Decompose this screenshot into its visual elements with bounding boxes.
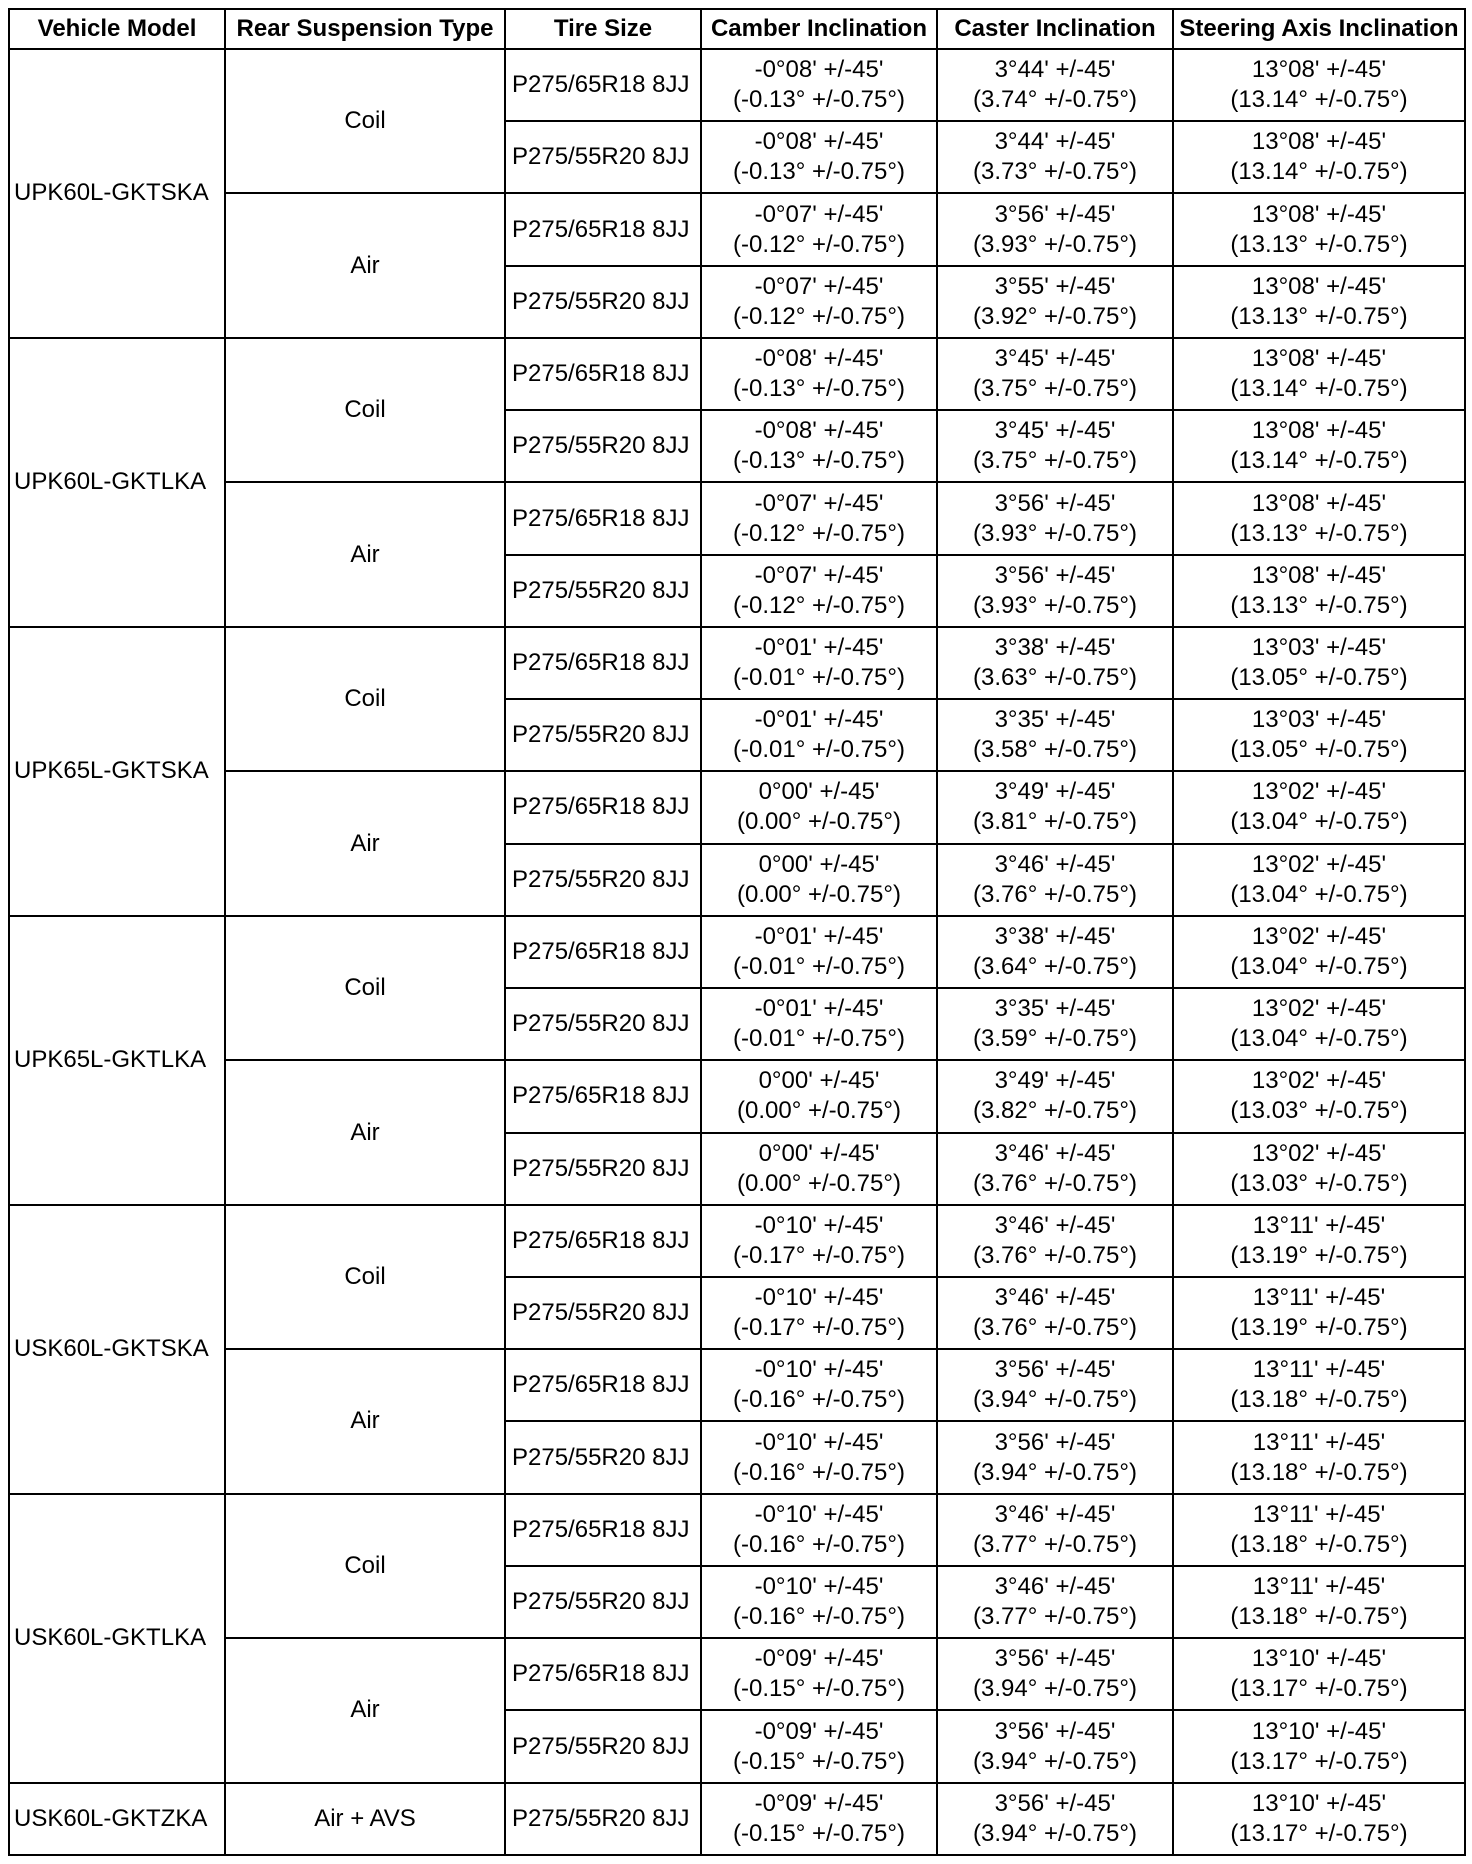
tire-size-cell: P275/65R18 8JJ bbox=[505, 482, 701, 554]
caster-cell-decimal: (3.64° +/-0.75°) bbox=[973, 952, 1137, 980]
caster-cell-degrees: 3°56' +/-45' bbox=[994, 200, 1116, 228]
caster-cell-degrees: 3°46' +/-45' bbox=[994, 1284, 1116, 1312]
vehicle-model-cell: UPK60L-GKTLKA bbox=[9, 338, 225, 627]
camber-cell bbox=[701, 1277, 937, 1349]
steering-axis-cell-degrees: 13°11' +/-45' bbox=[1252, 1428, 1386, 1456]
camber-cell-degrees: -0°09' +/-45' bbox=[754, 1717, 884, 1745]
steering-axis-cell bbox=[1173, 1277, 1465, 1349]
caster-cell-degrees: 3°45' +/-45' bbox=[994, 417, 1116, 445]
steering-axis-cell bbox=[1173, 1060, 1465, 1132]
tire-size-cell: P275/65R18 8JJ bbox=[505, 1060, 701, 1132]
caster-cell-degrees: 3°45' +/-45' bbox=[994, 345, 1116, 373]
steering-axis-cell-degrees: 13°08' +/-45' bbox=[1251, 561, 1387, 589]
table-row bbox=[9, 1638, 1465, 1710]
steering-axis-cell-decimal: (13.03° +/-0.75°) bbox=[1230, 1097, 1408, 1125]
vehicle-model-cell: UPK65L-GKTSKA bbox=[9, 627, 225, 916]
caster-cell-degrees: 3°56' +/-45' bbox=[994, 1645, 1116, 1673]
steering-axis-cell-decimal: (13.17° +/-0.75°) bbox=[1230, 1819, 1408, 1847]
steering-axis-cell bbox=[1173, 1205, 1465, 1277]
caster-cell bbox=[937, 844, 1173, 916]
caster-cell-decimal: (3.76° +/-0.75°) bbox=[973, 880, 1137, 908]
camber-cell-degrees: -0°09' +/-45' bbox=[754, 1789, 884, 1817]
camber-cell bbox=[701, 1783, 937, 1855]
camber-cell-decimal: (-0.17° +/-0.75°) bbox=[733, 1241, 905, 1269]
steering-axis-cell-degrees: 13°11' +/-45' bbox=[1252, 1356, 1386, 1384]
steering-axis-cell-degrees: 13°03' +/-45' bbox=[1251, 633, 1387, 661]
caster-cell-degrees: 3°46' +/-45' bbox=[994, 1500, 1116, 1528]
caster-cell-decimal: (3.73° +/-0.75°) bbox=[973, 158, 1137, 186]
tire-size-cell: P275/65R18 8JJ bbox=[505, 1205, 701, 1277]
caster-cell-decimal: (3.59° +/-0.75°) bbox=[973, 1025, 1137, 1053]
caster-cell bbox=[937, 482, 1173, 554]
caster-cell-degrees: 3°38' +/-45' bbox=[994, 922, 1116, 950]
caster-cell-decimal: (3.77° +/-0.75°) bbox=[973, 1530, 1137, 1558]
caster-cell-degrees: 3°55' +/-45' bbox=[994, 272, 1116, 300]
steering-axis-cell-degrees: 13°10' +/-45' bbox=[1251, 1789, 1387, 1817]
caster-cell-decimal: (3.76° +/-0.75°) bbox=[973, 1241, 1137, 1269]
tire-size-cell: P275/55R20 8JJ bbox=[505, 121, 701, 193]
steering-axis-cell bbox=[1173, 1566, 1465, 1638]
steering-axis-cell bbox=[1173, 482, 1465, 554]
suspension-type-cell: Coil bbox=[225, 49, 505, 193]
camber-cell-degrees: -0°10' +/-45' bbox=[754, 1573, 884, 1601]
header-steering-axis-inclination: Steering Axis Inclination bbox=[1173, 9, 1465, 49]
camber-cell-decimal: (-0.01° +/-0.75°) bbox=[733, 736, 905, 764]
steering-axis-cell-decimal: (13.14° +/-0.75°) bbox=[1230, 375, 1408, 403]
camber-cell bbox=[701, 266, 937, 338]
caster-cell bbox=[937, 410, 1173, 482]
caster-cell-decimal: (3.93° +/-0.75°) bbox=[973, 591, 1137, 619]
camber-cell-degrees: -0°01' +/-45' bbox=[754, 706, 884, 734]
steering-axis-cell-decimal: (13.14° +/-0.75°) bbox=[1230, 158, 1408, 186]
header-tire-size: Tire Size bbox=[505, 9, 701, 49]
camber-cell bbox=[701, 338, 937, 410]
camber-cell-degrees: -0°10' +/-45' bbox=[754, 1356, 884, 1384]
caster-cell-decimal: (3.93° +/-0.75°) bbox=[973, 519, 1137, 547]
camber-cell bbox=[701, 916, 937, 988]
steering-axis-cell-degrees: 13°11' +/-45' bbox=[1252, 1573, 1386, 1601]
caster-cell bbox=[937, 1783, 1173, 1855]
camber-cell bbox=[701, 699, 937, 771]
table-row bbox=[9, 1494, 1465, 1566]
caster-cell-decimal: (3.94° +/-0.75°) bbox=[973, 1458, 1137, 1486]
steering-axis-cell-degrees: 13°02' +/-45' bbox=[1251, 850, 1387, 878]
caster-cell bbox=[937, 916, 1173, 988]
camber-cell-degrees: -0°07' +/-45' bbox=[754, 272, 884, 300]
header-camber-inclination: Camber Inclination bbox=[701, 9, 937, 49]
caster-cell-decimal: (3.94° +/-0.75°) bbox=[973, 1386, 1137, 1414]
tire-size-cell: P275/55R20 8JJ bbox=[505, 699, 701, 771]
camber-cell-degrees: 0°00' +/-45' bbox=[758, 850, 880, 878]
suspension-type-cell: Air bbox=[225, 771, 505, 915]
steering-axis-cell-decimal: (13.14° +/-0.75°) bbox=[1230, 447, 1408, 475]
caster-cell-decimal: (3.93° +/-0.75°) bbox=[973, 230, 1137, 258]
caster-cell-decimal: (3.82° +/-0.75°) bbox=[973, 1097, 1137, 1125]
header-vehicle-model: Vehicle Model bbox=[9, 9, 225, 49]
table-row bbox=[9, 1205, 1465, 1277]
camber-cell-decimal: (0.00° +/-0.75°) bbox=[737, 808, 901, 836]
header-caster-inclination: Caster Inclination bbox=[937, 9, 1173, 49]
steering-axis-cell-degrees: 13°02' +/-45' bbox=[1251, 922, 1387, 950]
caster-cell bbox=[937, 771, 1173, 843]
caster-cell-decimal: (3.75° +/-0.75°) bbox=[973, 375, 1137, 403]
caster-cell-decimal: (3.76° +/-0.75°) bbox=[973, 1314, 1137, 1342]
steering-axis-cell bbox=[1173, 49, 1465, 121]
steering-axis-cell bbox=[1173, 916, 1465, 988]
vehicle-model-cell: USK60L-GKTLKA bbox=[9, 1494, 225, 1783]
camber-cell bbox=[701, 482, 937, 554]
camber-cell-degrees: -0°01' +/-45' bbox=[754, 995, 884, 1023]
caster-cell-decimal: (3.92° +/-0.75°) bbox=[973, 302, 1137, 330]
caster-cell bbox=[937, 1205, 1173, 1277]
steering-axis-cell-decimal: (13.18° +/-0.75°) bbox=[1230, 1603, 1408, 1631]
tire-size-cell: P275/55R20 8JJ bbox=[505, 1783, 701, 1855]
steering-axis-cell-degrees: 13°08' +/-45' bbox=[1251, 489, 1387, 517]
steering-axis-cell-degrees: 13°08' +/-45' bbox=[1251, 272, 1387, 300]
camber-cell-degrees: -0°08' +/-45' bbox=[754, 345, 884, 373]
steering-axis-cell-degrees: 13°08' +/-45' bbox=[1251, 128, 1387, 156]
caster-cell-decimal: (3.58° +/-0.75°) bbox=[973, 736, 1137, 764]
table-row bbox=[9, 482, 1465, 554]
tire-size-cell: P275/55R20 8JJ bbox=[505, 988, 701, 1060]
table-body bbox=[9, 49, 1465, 1855]
steering-axis-cell-decimal: (13.04° +/-0.75°) bbox=[1230, 808, 1408, 836]
camber-cell-decimal: (0.00° +/-0.75°) bbox=[737, 1097, 901, 1125]
caster-cell bbox=[937, 699, 1173, 771]
steering-axis-cell bbox=[1173, 410, 1465, 482]
caster-cell bbox=[937, 627, 1173, 699]
steering-axis-cell bbox=[1173, 193, 1465, 265]
camber-cell-degrees: -0°09' +/-45' bbox=[754, 1645, 884, 1673]
caster-cell bbox=[937, 1060, 1173, 1132]
table-row bbox=[9, 627, 1465, 699]
camber-cell-decimal: (-0.17° +/-0.75°) bbox=[733, 1314, 905, 1342]
caster-cell-degrees: 3°56' +/-45' bbox=[994, 1717, 1116, 1745]
tire-size-cell: P275/55R20 8JJ bbox=[505, 844, 701, 916]
suspension-type-cell: Coil bbox=[225, 1494, 505, 1638]
suspension-type-cell: Air bbox=[225, 482, 505, 626]
steering-axis-cell-decimal: (13.13° +/-0.75°) bbox=[1230, 302, 1408, 330]
caster-cell-degrees: 3°49' +/-45' bbox=[994, 1067, 1116, 1095]
steering-axis-cell-degrees: 13°02' +/-45' bbox=[1251, 1139, 1387, 1167]
camber-cell-decimal: (-0.12° +/-0.75°) bbox=[733, 519, 905, 547]
caster-cell bbox=[937, 1349, 1173, 1421]
steering-axis-cell bbox=[1173, 1133, 1465, 1205]
caster-cell-decimal: (3.75° +/-0.75°) bbox=[973, 447, 1137, 475]
camber-cell bbox=[701, 1494, 937, 1566]
tire-size-cell: P275/55R20 8JJ bbox=[505, 1566, 701, 1638]
steering-axis-cell-degrees: 13°10' +/-45' bbox=[1251, 1717, 1387, 1745]
suspension-type-cell: Coil bbox=[225, 627, 505, 771]
caster-cell-degrees: 3°56' +/-45' bbox=[994, 1356, 1116, 1384]
tire-size-cell: P275/65R18 8JJ bbox=[505, 1638, 701, 1710]
steering-axis-cell-degrees: 13°03' +/-45' bbox=[1251, 706, 1387, 734]
camber-cell bbox=[701, 1566, 937, 1638]
camber-cell bbox=[701, 49, 937, 121]
steering-axis-cell bbox=[1173, 1494, 1465, 1566]
caster-cell bbox=[937, 988, 1173, 1060]
suspension-type-cell: Coil bbox=[225, 916, 505, 1060]
steering-axis-cell-decimal: (13.18° +/-0.75°) bbox=[1230, 1458, 1408, 1486]
camber-cell bbox=[701, 1133, 937, 1205]
suspension-type-cell: Coil bbox=[225, 1205, 505, 1349]
tire-size-cell: P275/65R18 8JJ bbox=[505, 627, 701, 699]
tire-size-cell: P275/55R20 8JJ bbox=[505, 1133, 701, 1205]
camber-cell-decimal: (-0.15° +/-0.75°) bbox=[733, 1819, 905, 1847]
camber-cell bbox=[701, 121, 937, 193]
caster-cell-decimal: (3.77° +/-0.75°) bbox=[973, 1603, 1137, 1631]
steering-axis-cell-degrees: 13°08' +/-45' bbox=[1251, 200, 1387, 228]
steering-axis-cell-decimal: (13.19° +/-0.75°) bbox=[1230, 1241, 1408, 1269]
steering-axis-cell-decimal: (13.04° +/-0.75°) bbox=[1230, 1025, 1408, 1053]
camber-cell-decimal: (-0.01° +/-0.75°) bbox=[733, 663, 905, 691]
camber-cell-degrees: -0°07' +/-45' bbox=[754, 489, 884, 517]
caster-cell bbox=[937, 1638, 1173, 1710]
table-row bbox=[9, 49, 1465, 121]
camber-cell-decimal: (-0.16° +/-0.75°) bbox=[733, 1386, 905, 1414]
alignment-spec-table bbox=[8, 8, 1466, 1856]
camber-cell bbox=[701, 1421, 937, 1493]
suspension-type-cell: Air + AVS bbox=[225, 1783, 505, 1855]
tire-size-cell: P275/65R18 8JJ bbox=[505, 1494, 701, 1566]
vehicle-model-cell: USK60L-GKTZKA bbox=[9, 1783, 225, 1855]
camber-cell-decimal: (-0.12° +/-0.75°) bbox=[733, 302, 905, 330]
steering-axis-cell-decimal: (13.19° +/-0.75°) bbox=[1230, 1314, 1408, 1342]
camber-cell bbox=[701, 844, 937, 916]
camber-cell-decimal: (-0.16° +/-0.75°) bbox=[733, 1530, 905, 1558]
camber-cell-degrees: -0°10' +/-45' bbox=[754, 1500, 884, 1528]
steering-axis-cell bbox=[1173, 627, 1465, 699]
tire-size-cell: P275/65R18 8JJ bbox=[505, 1349, 701, 1421]
steering-axis-cell bbox=[1173, 121, 1465, 193]
caster-cell bbox=[937, 1494, 1173, 1566]
caster-cell-degrees: 3°56' +/-45' bbox=[994, 1428, 1116, 1456]
camber-cell bbox=[701, 193, 937, 265]
camber-cell-degrees: -0°08' +/-45' bbox=[754, 417, 884, 445]
header-rear-suspension-type: Rear Suspension Type bbox=[225, 9, 505, 49]
steering-axis-cell-decimal: (13.17° +/-0.75°) bbox=[1230, 1675, 1408, 1703]
steering-axis-cell-decimal: (13.03° +/-0.75°) bbox=[1230, 1169, 1408, 1197]
camber-cell-decimal: (-0.13° +/-0.75°) bbox=[733, 86, 905, 114]
tire-size-cell: P275/65R18 8JJ bbox=[505, 338, 701, 410]
steering-axis-cell bbox=[1173, 1421, 1465, 1493]
camber-cell-degrees: 0°00' +/-45' bbox=[758, 778, 880, 806]
camber-cell bbox=[701, 1205, 937, 1277]
tire-size-cell: P275/65R18 8JJ bbox=[505, 916, 701, 988]
camber-cell bbox=[701, 627, 937, 699]
caster-cell-degrees: 3°49' +/-45' bbox=[994, 778, 1116, 806]
steering-axis-cell-decimal: (13.18° +/-0.75°) bbox=[1230, 1386, 1408, 1414]
camber-cell-decimal: (-0.15° +/-0.75°) bbox=[733, 1675, 905, 1703]
vehicle-model-cell: USK60L-GKTSKA bbox=[9, 1205, 225, 1494]
caster-cell bbox=[937, 49, 1173, 121]
camber-cell-decimal: (-0.13° +/-0.75°) bbox=[733, 447, 905, 475]
camber-cell bbox=[701, 555, 937, 627]
table-row bbox=[9, 1060, 1465, 1132]
steering-axis-cell-decimal: (13.14° +/-0.75°) bbox=[1230, 86, 1408, 114]
caster-cell-degrees: 3°35' +/-45' bbox=[994, 995, 1116, 1023]
suspension-type-cell: Air bbox=[225, 1060, 505, 1204]
camber-cell bbox=[701, 771, 937, 843]
steering-axis-cell-degrees: 13°02' +/-45' bbox=[1251, 1067, 1387, 1095]
camber-cell-degrees: -0°10' +/-45' bbox=[754, 1211, 884, 1239]
caster-cell bbox=[937, 1277, 1173, 1349]
camber-cell-decimal: (0.00° +/-0.75°) bbox=[737, 880, 901, 908]
tire-size-cell: P275/55R20 8JJ bbox=[505, 555, 701, 627]
steering-axis-cell-degrees: 13°02' +/-45' bbox=[1251, 778, 1387, 806]
caster-cell bbox=[937, 1566, 1173, 1638]
table-row bbox=[9, 771, 1465, 843]
camber-cell-degrees: -0°08' +/-45' bbox=[754, 56, 884, 84]
table-row bbox=[9, 1349, 1465, 1421]
steering-axis-cell bbox=[1173, 1638, 1465, 1710]
camber-cell-decimal: (-0.01° +/-0.75°) bbox=[733, 952, 905, 980]
camber-cell-decimal: (-0.01° +/-0.75°) bbox=[733, 1025, 905, 1053]
camber-cell-decimal: (-0.12° +/-0.75°) bbox=[733, 230, 905, 258]
steering-axis-cell bbox=[1173, 844, 1465, 916]
steering-axis-cell-degrees: 13°11' +/-45' bbox=[1252, 1500, 1386, 1528]
steering-axis-cell-decimal: (13.13° +/-0.75°) bbox=[1230, 591, 1408, 619]
camber-cell-decimal: (0.00° +/-0.75°) bbox=[737, 1169, 901, 1197]
steering-axis-cell-decimal: (13.13° +/-0.75°) bbox=[1230, 230, 1408, 258]
vehicle-model-cell: UPK60L-GKTSKA bbox=[9, 49, 225, 338]
tire-size-cell: P275/65R18 8JJ bbox=[505, 193, 701, 265]
steering-axis-cell bbox=[1173, 771, 1465, 843]
camber-cell bbox=[701, 1710, 937, 1782]
camber-cell-degrees: -0°10' +/-45' bbox=[754, 1428, 884, 1456]
steering-axis-cell-degrees: 13°08' +/-45' bbox=[1251, 417, 1387, 445]
steering-axis-cell bbox=[1173, 699, 1465, 771]
caster-cell bbox=[937, 266, 1173, 338]
camber-cell-decimal: (-0.15° +/-0.75°) bbox=[733, 1747, 905, 1775]
caster-cell-decimal: (3.74° +/-0.75°) bbox=[973, 86, 1137, 114]
caster-cell-degrees: 3°56' +/-45' bbox=[994, 561, 1116, 589]
tire-size-cell: P275/65R18 8JJ bbox=[505, 49, 701, 121]
caster-cell bbox=[937, 1133, 1173, 1205]
steering-axis-cell bbox=[1173, 1783, 1465, 1855]
steering-axis-cell bbox=[1173, 338, 1465, 410]
vehicle-model-cell: UPK65L-GKTLKA bbox=[9, 916, 225, 1205]
table-row bbox=[9, 338, 1465, 410]
steering-axis-cell-degrees: 13°11' +/-45' bbox=[1252, 1211, 1386, 1239]
caster-cell-degrees: 3°44' +/-45' bbox=[994, 128, 1116, 156]
steering-axis-cell-degrees: 13°08' +/-45' bbox=[1251, 56, 1387, 84]
steering-axis-cell-decimal: (13.18° +/-0.75°) bbox=[1230, 1530, 1408, 1558]
camber-cell-degrees: -0°07' +/-45' bbox=[754, 561, 884, 589]
steering-axis-cell-decimal: (13.05° +/-0.75°) bbox=[1230, 663, 1408, 691]
steering-axis-cell bbox=[1173, 555, 1465, 627]
camber-cell-decimal: (-0.12° +/-0.75°) bbox=[733, 591, 905, 619]
caster-cell-degrees: 3°35' +/-45' bbox=[994, 706, 1116, 734]
tire-size-cell: P275/65R18 8JJ bbox=[505, 771, 701, 843]
steering-axis-cell-degrees: 13°02' +/-45' bbox=[1251, 995, 1387, 1023]
tire-size-cell: P275/55R20 8JJ bbox=[505, 1710, 701, 1782]
suspension-type-cell: Coil bbox=[225, 338, 505, 482]
camber-cell-decimal: (-0.16° +/-0.75°) bbox=[733, 1458, 905, 1486]
steering-axis-cell bbox=[1173, 988, 1465, 1060]
steering-axis-cell bbox=[1173, 266, 1465, 338]
caster-cell bbox=[937, 193, 1173, 265]
camber-cell bbox=[701, 1349, 937, 1421]
camber-cell-degrees: -0°10' +/-45' bbox=[754, 1284, 884, 1312]
steering-axis-cell-decimal: (13.17° +/-0.75°) bbox=[1230, 1747, 1408, 1775]
steering-axis-cell-decimal: (13.04° +/-0.75°) bbox=[1230, 952, 1408, 980]
camber-cell bbox=[701, 410, 937, 482]
steering-axis-cell-degrees: 13°10' +/-45' bbox=[1251, 1645, 1387, 1673]
table-row bbox=[9, 916, 1465, 988]
table-row bbox=[9, 1783, 1465, 1855]
table-row bbox=[9, 193, 1465, 265]
caster-cell-degrees: 3°46' +/-45' bbox=[994, 1139, 1116, 1167]
camber-cell-degrees: 0°00' +/-45' bbox=[758, 1139, 880, 1167]
steering-axis-cell-decimal: (13.05° +/-0.75°) bbox=[1230, 736, 1408, 764]
header-row bbox=[9, 9, 1465, 49]
steering-axis-cell bbox=[1173, 1710, 1465, 1782]
steering-axis-cell-degrees: 13°11' +/-45' bbox=[1252, 1284, 1386, 1312]
steering-axis-cell bbox=[1173, 1349, 1465, 1421]
caster-cell bbox=[937, 1421, 1173, 1493]
camber-cell-decimal: (-0.13° +/-0.75°) bbox=[733, 158, 905, 186]
camber-cell bbox=[701, 1060, 937, 1132]
caster-cell bbox=[937, 1710, 1173, 1782]
steering-axis-cell-degrees: 13°08' +/-45' bbox=[1251, 345, 1387, 373]
caster-cell-degrees: 3°44' +/-45' bbox=[994, 56, 1116, 84]
caster-cell-degrees: 3°46' +/-45' bbox=[994, 1573, 1116, 1601]
steering-axis-cell-decimal: (13.04° +/-0.75°) bbox=[1230, 880, 1408, 908]
suspension-type-cell: Air bbox=[225, 1349, 505, 1493]
caster-cell-degrees: 3°56' +/-45' bbox=[994, 1789, 1116, 1817]
caster-cell-decimal: (3.94° +/-0.75°) bbox=[973, 1819, 1137, 1847]
caster-cell-degrees: 3°56' +/-45' bbox=[994, 489, 1116, 517]
camber-cell-degrees: -0°01' +/-45' bbox=[754, 633, 884, 661]
camber-cell-degrees: 0°00' +/-45' bbox=[758, 1067, 880, 1095]
suspension-type-cell: Air bbox=[225, 193, 505, 337]
caster-cell-decimal: (3.81° +/-0.75°) bbox=[973, 808, 1137, 836]
suspension-type-cell: Air bbox=[225, 1638, 505, 1782]
caster-cell-degrees: 3°46' +/-45' bbox=[994, 1211, 1116, 1239]
caster-cell-degrees: 3°38' +/-45' bbox=[994, 633, 1116, 661]
camber-cell-decimal: (-0.13° +/-0.75°) bbox=[733, 375, 905, 403]
camber-cell-degrees: -0°07' +/-45' bbox=[754, 200, 884, 228]
caster-cell-decimal: (3.63° +/-0.75°) bbox=[973, 663, 1137, 691]
camber-cell-degrees: -0°01' +/-45' bbox=[754, 922, 884, 950]
tire-size-cell: P275/55R20 8JJ bbox=[505, 1277, 701, 1349]
caster-cell-degrees: 3°46' +/-45' bbox=[994, 850, 1116, 878]
caster-cell bbox=[937, 555, 1173, 627]
steering-axis-cell-decimal: (13.13° +/-0.75°) bbox=[1230, 519, 1408, 547]
caster-cell-decimal: (3.76° +/-0.75°) bbox=[973, 1169, 1137, 1197]
camber-cell-degrees: -0°08' +/-45' bbox=[754, 128, 884, 156]
caster-cell-decimal: (3.94° +/-0.75°) bbox=[973, 1747, 1137, 1775]
tire-size-cell: P275/55R20 8JJ bbox=[505, 1421, 701, 1493]
tire-size-cell: P275/55R20 8JJ bbox=[505, 410, 701, 482]
camber-cell bbox=[701, 1638, 937, 1710]
tire-size-cell: P275/55R20 8JJ bbox=[505, 266, 701, 338]
caster-cell-decimal: (3.94° +/-0.75°) bbox=[973, 1675, 1137, 1703]
caster-cell bbox=[937, 121, 1173, 193]
camber-cell-decimal: (-0.16° +/-0.75°) bbox=[733, 1603, 905, 1631]
camber-cell bbox=[701, 988, 937, 1060]
caster-cell bbox=[937, 338, 1173, 410]
